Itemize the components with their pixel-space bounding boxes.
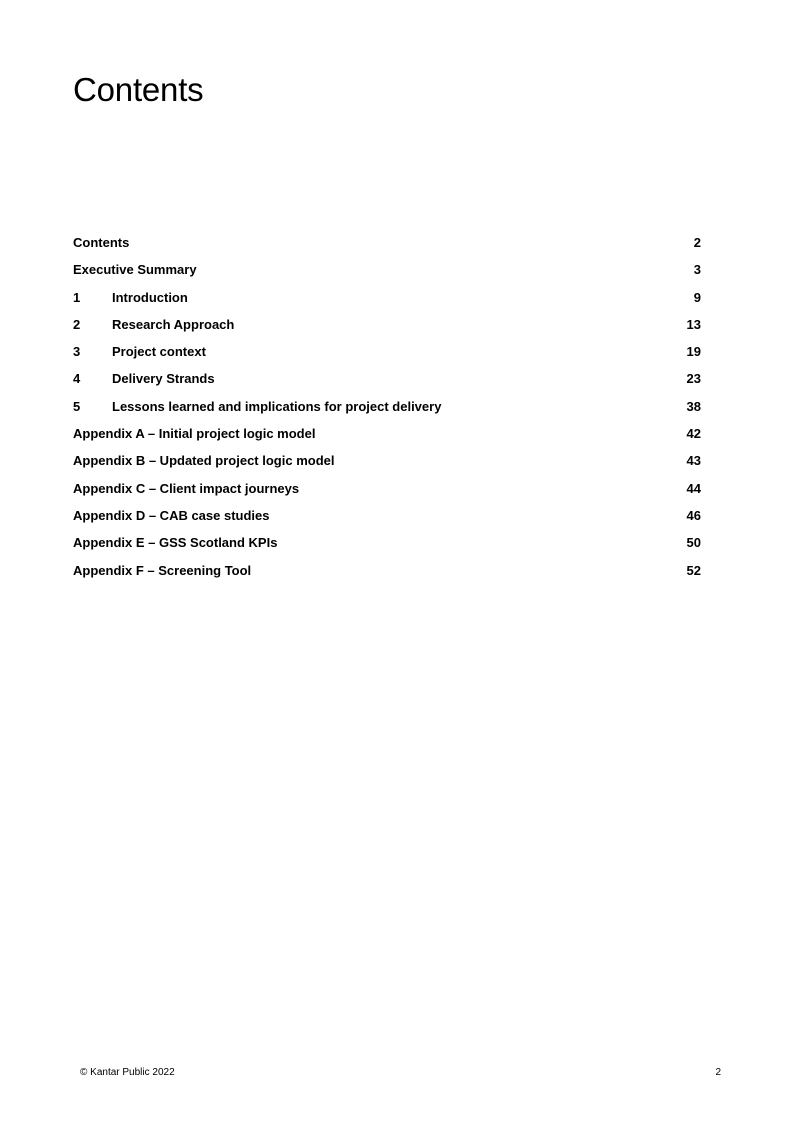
toc-entry-page: 3 [693, 262, 701, 278]
toc-entry-label: Delivery Strands [112, 371, 215, 387]
toc-entry-delivery-strands[interactable] [73, 369, 701, 396]
toc-entry-number: 5 [73, 398, 81, 414]
page-title: Contents [73, 71, 204, 108]
toc-entry-label: Research Approach [112, 316, 235, 332]
toc-entry-appendix-b[interactable] [73, 451, 701, 478]
toc-entry-appendix-d[interactable] [73, 506, 701, 533]
toc-entry-page: 23 [686, 371, 701, 387]
toc-entry-label: Appendix E – GSS Scotland KPIs [73, 535, 278, 551]
toc-entry-label: Appendix B – Updated project logic model [73, 453, 335, 469]
toc-entry-page: 52 [686, 562, 701, 578]
toc-entry-page: 19 [686, 344, 701, 360]
toc-entry-label: Appendix F – Screening Tool [73, 562, 252, 578]
toc-entry-appendix-c[interactable] [73, 479, 701, 506]
toc-entry-label: Contents [73, 235, 130, 250]
table-of-contents [73, 233, 701, 588]
toc-entry-page: 46 [686, 507, 701, 523]
toc-entry-research-approach[interactable] [73, 315, 701, 342]
toc-entry-label: Project context [112, 344, 206, 360]
toc-entry-number: 4 [73, 371, 81, 387]
toc-entry-page: 13 [686, 316, 701, 332]
toc-entry-page: 43 [686, 453, 701, 469]
toc-entry-introduction[interactable] [73, 288, 701, 315]
toc-entry-page: 42 [686, 426, 701, 442]
footer-copyright: © Kantar Public 2022 [80, 1067, 175, 1078]
footer-page-number: 2 [715, 1067, 721, 1078]
toc-entry-page: 38 [686, 398, 701, 414]
toc-entry-number: 2 [73, 316, 81, 332]
toc-entry-lessons-learned[interactable] [73, 397, 701, 424]
toc-entry-label: Appendix C – Client impact journeys [73, 480, 300, 496]
toc-entry-label: Appendix A – Initial project logic model [73, 426, 316, 442]
toc-entry-page: 50 [686, 535, 701, 551]
toc-entry-label: Executive Summary [73, 262, 197, 278]
toc-entry-page: 2 [693, 235, 701, 250]
toc-entry-appendix-a[interactable] [73, 424, 701, 451]
toc-entry-page: 9 [693, 289, 701, 305]
toc-entry-label: Lessons learned and implications for project delivery [112, 398, 442, 414]
toc-entry-executive-summary[interactable] [73, 260, 701, 287]
toc-entry-appendix-f[interactable] [73, 561, 701, 588]
toc-entry-number: 3 [73, 344, 81, 360]
toc-entry-number: 1 [73, 289, 81, 305]
toc-entry-project-context[interactable] [73, 342, 701, 369]
toc-entry-contents[interactable] [73, 233, 701, 260]
toc-entry-page: 44 [686, 480, 701, 496]
toc-entry-label: Appendix D – CAB case studies [73, 507, 270, 523]
toc-entry-label: Introduction [112, 289, 188, 305]
toc-entry-appendix-e[interactable] [73, 533, 701, 560]
